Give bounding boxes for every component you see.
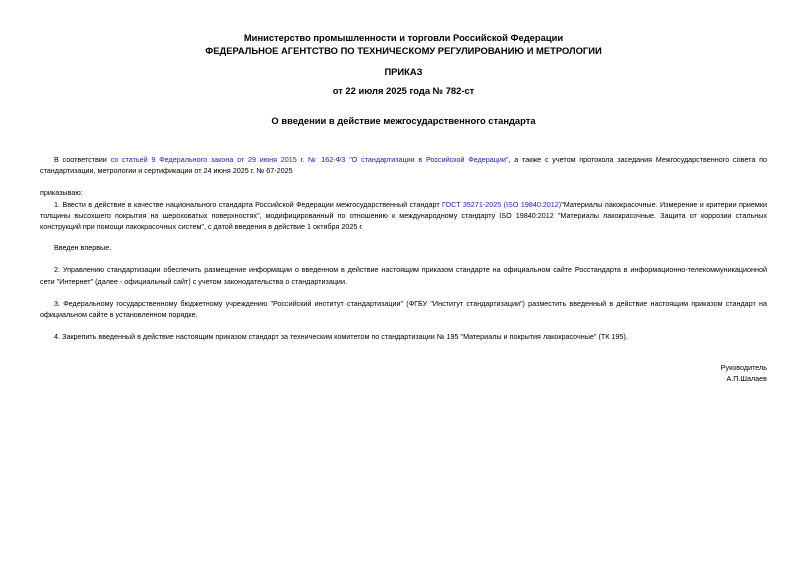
gost-standard-link[interactable]: ГОСТ 35271-2025 (ISO 19840:2012): [442, 199, 562, 209]
intro-text-start: В соответствии: [54, 155, 111, 164]
ministry-name: Министерство промышленности и торговли Российской Федерации: [243, 32, 564, 43]
item-3-paragraph: 3. Федеральному государственному бюджетному учреждению "Российский институт стандартизации" (ФГБУ "Институт стандартизации") разместить введенный в действие настоящим приказом стандарт на официальном сайте в установленном порядке.: [40, 298, 767, 320]
signature-block: [721, 362, 767, 384]
order-word: приказываю:: [40, 188, 83, 198]
intro-text-end: , а также с учетом протокола заседания Межгосударственного совета по стандартизации, метрологии и сертификации от 24 июня 2025 г. № 67-2025: [40, 155, 767, 176]
item-1-paragraph: [40, 199, 767, 233]
signer-name: А.П.Шалаев: [726, 374, 767, 383]
item-1-text-start: 1. Ввести в действие в качестве национального стандарта Российской Федерации межгосударственный стандарт: [54, 199, 443, 209]
document-body: [40, 154, 767, 342]
introduced-first-note: Введен впервые.: [54, 243, 112, 253]
item-4-paragraph: 4. Закрепить введенный в действие настоящим приказом стандарт за техническим комитетом по стандартизации № 195 "Материалы и покрытия лакокрасочные" (ТК 195).: [54, 332, 628, 342]
agency-name: ФЕДЕРАЛЬНОЕ АГЕНТСТВО ПО ТЕХНИЧЕСКОМУ РЕГУЛИРОВАНИЮ И МЕТРОЛОГИИ: [205, 45, 602, 56]
intro-paragraph: [40, 154, 767, 176]
signer-position: Руководитель: [720, 363, 767, 372]
document-title: О введении в действие межгосударственного стандарта: [271, 115, 536, 126]
item-1-text-end: "Материалы лакокрасочные. Измерение и критерии приемки толщины высохшего покрытия на шероховатых поверхностях", модифицированный по отношению к международному стандарту ISO 19840:2012 "Материалы лакокрасочные. Защита от коррозии стальных конструкций при помощи лакокрасочных систем", с датой введения в действие 1 октября 2025 г.: [40, 199, 767, 232]
item-2-paragraph: 2. Управлению стандартизации обеспечить размещение информации о введенном в действие настоящим приказом стандарте на официальном сайте Росстандарта в информационно-телекоммуникационной сети "Интернет" (далее - официальный сайт) с учетом законодательства о стандартизации.: [40, 265, 767, 286]
order-date-number: от 22 июля 2025 года № 782-ст: [332, 85, 475, 96]
federal-law-link[interactable]: со статьей 9 Федерального закона от 29 июня 2015 г. № 162-ФЗ "О стандартизации в Российской Федерации": [110, 155, 509, 164]
document-type: ПРИКАЗ: [384, 66, 423, 77]
